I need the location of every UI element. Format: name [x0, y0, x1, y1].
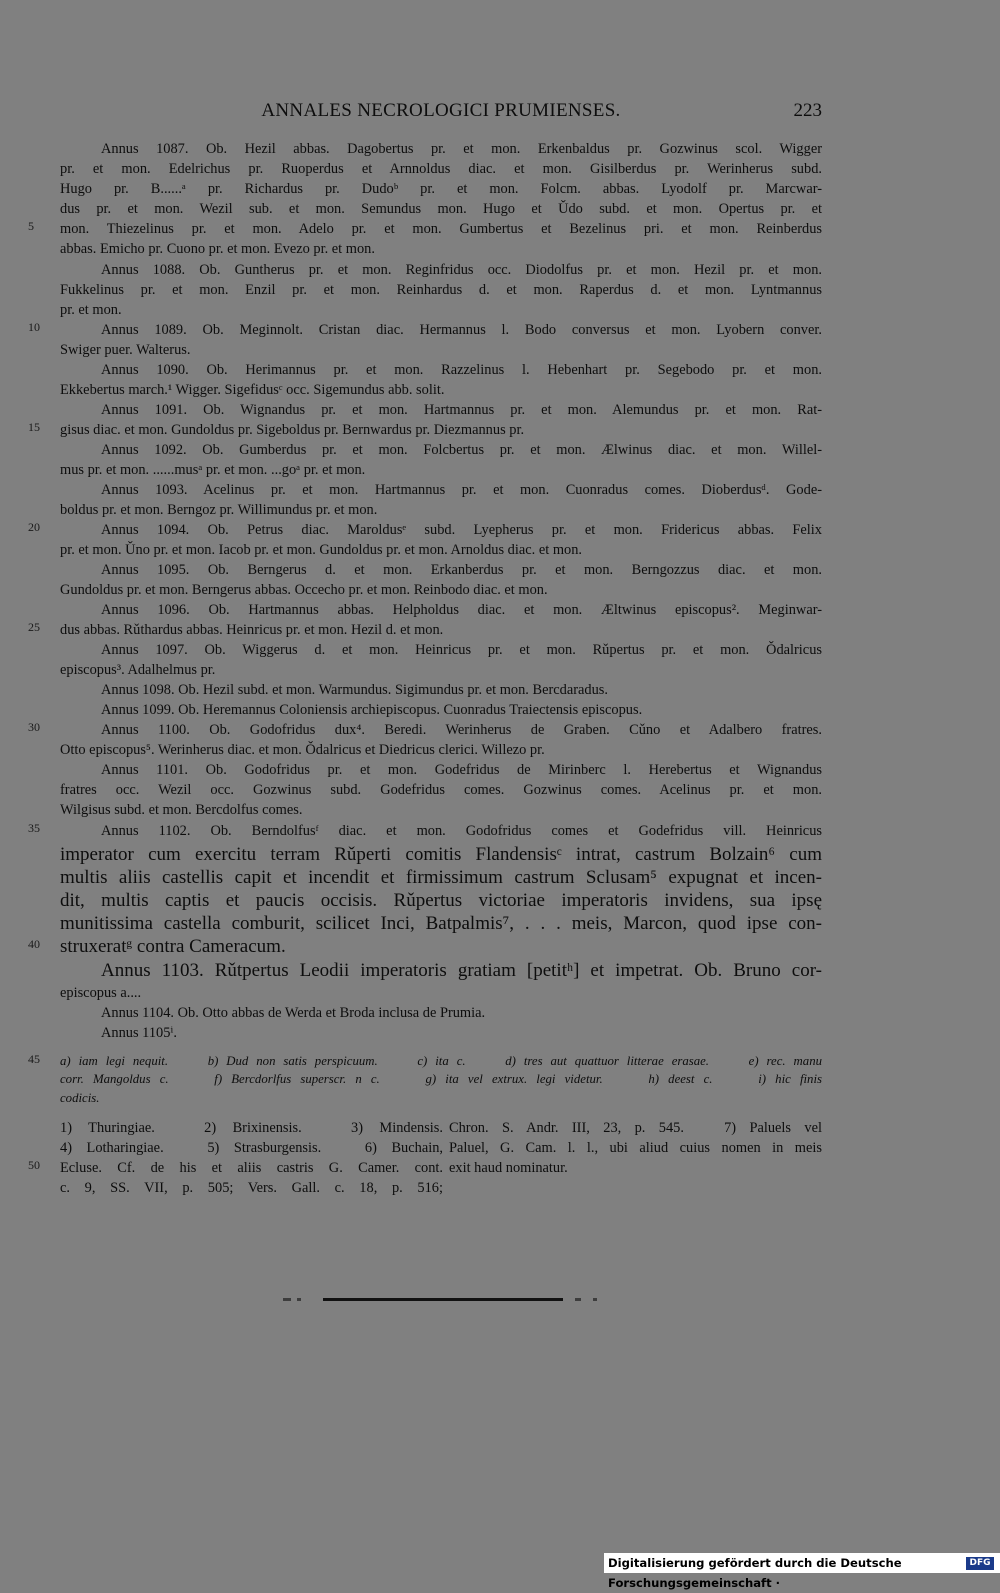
text-line: Annus 1102. Ob. Berndolfusᶠ diac. et mon. Godofridus comes et Godefridus vill. Heinricus: [101, 823, 822, 839]
text-line: Annus 1097. Ob. Wiggerus d. et mon. Heinricus pr. et mon. Rǔpertus pr. et mon. Ǒdalricus: [101, 642, 822, 658]
text-line: Annus 1096. Ob. Hartmannus abbas. Helpholdus diac. et mon. Æltwinus episcopus². Meginwar-: [101, 602, 822, 618]
text-line: Annus 1089. Ob. Meginnolt. Cristan diac. Hermannus l. Bodo conversus et mon. Lyobern conver.: [101, 322, 822, 338]
text-line: Hugo pr. B......ᵃ pr. Richardus pr. Dudoᵇ pr. et mon. Folcm. abbas. Lyodolf pr. Marcwar-: [60, 181, 822, 197]
line-number: 30: [28, 720, 40, 734]
text-line: dus abbas. Rǔthardus abbas. Heinricus pr. et mon. Hezil d. et mon.: [60, 622, 444, 638]
apparatus-note: codicis.: [60, 1091, 100, 1105]
running-title: ANNALES NECROLOGICI PRUMIENSES.: [261, 100, 621, 121]
text-line: Annus 1093. Acelinus pr. et mon. Hartmannus pr. et mon. Cuonradus comes. Dioberdusᵈ. Gode-: [101, 482, 822, 498]
note-left-line: 1) Thuringiae. 2) Brixinensis. 3) Mindensis.: [60, 1120, 443, 1136]
text-line: dit, multis captis et paucis occisis. Rǔpertus victoriae imperatoris invidens, sua ipsę: [60, 890, 822, 911]
line-number: 25: [28, 620, 40, 634]
text-line: boldus pr. et mon. Berngoz pr. Willimundus pr. et mon.: [60, 502, 378, 518]
text-line: Annus 1103. Rǔtpertus Leodii imperatoris gratiam [petitʰ] et impetrat. Ob. Bruno cor-: [101, 960, 822, 981]
apparatus-note: corr. Mangoldus c. f) Bercdorlfus superscr. n c. g) ita vel extrux. legi videtur. h) deest c. i) hic finis: [60, 1072, 822, 1086]
text-line: Annus 1095. Ob. Berngerus d. et mon. Erkanberdus pr. et mon. Berngozzus diac. et mon.: [101, 562, 822, 578]
page-number: 223: [793, 100, 822, 121]
text-line: episcopus a....: [60, 985, 142, 1001]
text-line: dus pr. et mon. Wezil sub. et mon. Semundus mon. Hugo et Ǔdo subd. et mon. Opertus pr. et: [60, 201, 822, 217]
text-line: Annus 1100. Ob. Godofridus dux⁴. Beredi. Werinherus de Graben. Cǔno et Adalbero fratres.: [101, 722, 822, 738]
line-number: 5: [28, 219, 34, 233]
text-line: fratres occ. Wezil occ. Gozwinus subd. Godefridus comes. Gozwinus comes. Acelinus pr. et mon.: [60, 782, 822, 798]
dfg-logo: DFG: [966, 1557, 994, 1570]
text-line: pr. et mon. Ǔno pr. et mon. Iacob pr. et mon. Gundoldus pr. et mon. Arnoldus diac. et mon.: [60, 542, 582, 558]
text-line: Gundoldus pr. et mon. Berngerus abbas. Occecho pr. et mon. Reinbodo diac. et mon.: [60, 582, 548, 598]
note-right-line: exit haud nominatur.: [449, 1160, 568, 1176]
page-header: [60, 100, 822, 126]
line-number: 15: [28, 420, 40, 434]
text-line: Annus 1087. Ob. Hezil abbas. Dagobertus pr. et mon. Erkenbaldus pr. Gozwinus scol. Wigger: [101, 141, 822, 157]
text-line: Annus 1105ⁱ.: [101, 1025, 177, 1041]
note-left-line: 4) Lotharingiae. 5) Strasburgensis. 6) Buchain,: [60, 1140, 443, 1156]
text-line: pr. et mon.: [60, 302, 122, 318]
text-line: Annus 1101. Ob. Godofridus pr. et mon. Godefridus de Mirinberc l. Herebertus et Wignandus: [101, 762, 822, 778]
text-line: abbas. Emicho pr. Cuono pr. et mon. Evezo pr. et mon.: [60, 241, 375, 257]
line-number: 40: [28, 937, 40, 951]
text-line: Swiger puer. Walterus.: [60, 342, 191, 358]
text-line: Annus 1094. Ob. Petrus diac. Maroldusᵉ subd. Lyepherus pr. et mon. Fridericus abbas. Felix: [101, 522, 822, 538]
text-line: Annus 1090. Ob. Herimannus pr. et mon. Razzelinus l. Hebenhart pr. Segebodo pr. et mon.: [101, 362, 822, 378]
text-line: munitissima castella comburit, scilicet Inci, Batpalmis⁷, . . . meis, Marcon, quod ipse con-: [60, 913, 822, 934]
text-line: Annus 1098. Ob. Hezil subd. et mon. Warmundus. Sigimundus pr. et mon. Bercdaradus.: [101, 682, 608, 698]
line-number: 20: [28, 520, 40, 534]
text-line: Otto episcopus⁵. Werinherus diac. et mon. Ǒdalricus et Diedricus clerici. Willezo pr.: [60, 742, 545, 758]
apparatus-note: a) iam legi nequit. b) Dud non satis perspicuum. c) ita c. d) tres aut quattuor litterae erasae. e) rec. manu: [60, 1054, 822, 1068]
text-line: mus pr. et mon. ......musᵃ pr. et mon. ...goᵃ pr. et mon.: [60, 462, 366, 478]
line-number: 10: [28, 320, 40, 334]
digitization-credit: [604, 1553, 1000, 1590]
text-line: struxeratᵍ contra Cameracum.: [60, 936, 286, 957]
note-left-line: c. 9, SS. VII, p. 505; Vers. Gall. c. 18, p. 516;: [60, 1180, 443, 1196]
end-rule: [283, 1298, 603, 1301]
text-line: pr. et mon. Edelrichus pr. Ruoperdus et Arnnoldus diac. et mon. Gisilberdus pr. Werinherus subd.: [60, 161, 822, 177]
line-number: 35: [28, 821, 40, 835]
text-line: Annus 1092. Ob. Gumberdus pr. et mon. Folcbertus pr. et mon. Ælwinus diac. et mon. Willel-: [101, 442, 822, 458]
credit-text: Digitalisierung gefördert durch die Deutsche Forschungsgemeinschaft ·: [608, 1556, 902, 1590]
text-line: Fukkelinus pr. et mon. Enzil pr. et mon. Reinhardus d. et mon. Raperdus d. et mon. Lyntmannus: [60, 282, 822, 298]
note-left-line: Ecluse. Cf. de his et aliis castris G. Camer. cont.: [60, 1160, 443, 1176]
text-line: mon. Thiezelinus pr. et mon. Adelo pr. et mon. Gumbertus et Bezelinus pri. et mon. Reinberdus: [60, 221, 822, 237]
text-line: Annus 1088. Ob. Guntherus pr. et mon. Reginfridus occ. Diodolfus pr. et mon. Hezil pr. et mon.: [101, 262, 822, 278]
note-right-line: Chron. S. Andr. III, 23, p. 545. 7) Paluels vel: [449, 1120, 822, 1136]
text-line: Annus 1091. Ob. Wignandus pr. et mon. Hartmannus pr. et mon. Alemundus pr. et mon. Rat-: [101, 402, 822, 418]
text-line: multis aliis castellis capit et incendit et firmissimum castrum Sclusam⁵ expugnat et incen-: [60, 867, 822, 888]
text-line: imperator cum exercitu terram Rǔperti comitis Flandensisᶜ intrat, castrum Bolzain⁶ cum: [60, 844, 822, 865]
text-line: Annus 1099. Ob. Heremannus Coloniensis archiepiscopus. Cuonradus Traiectensis episcopus.: [101, 702, 643, 718]
text-line: gisus diac. et mon. Gundoldus pr. Sigeboldus pr. Bernwardus pr. Diezmannus pr.: [60, 422, 525, 438]
line-number: 50: [28, 1158, 40, 1172]
text-line: Wilgisus subd. et mon. Bercdolfus comes.: [60, 802, 303, 818]
text-line: Ekkebertus march.¹ Wigger. Sigefidusᶜ occ. Sigemundus abb. solit.: [60, 382, 445, 398]
text-line: Annus 1104. Ob. Otto abbas de Werda et Broda inclusa de Prumia.: [101, 1005, 486, 1021]
line-number: 45: [28, 1052, 40, 1066]
text-line: episcopus³. Adalhelmus pr.: [60, 662, 216, 678]
note-right-line: Paluel, G. Cam. l. l., ubi aliud cuius nomen in meis: [449, 1140, 822, 1156]
